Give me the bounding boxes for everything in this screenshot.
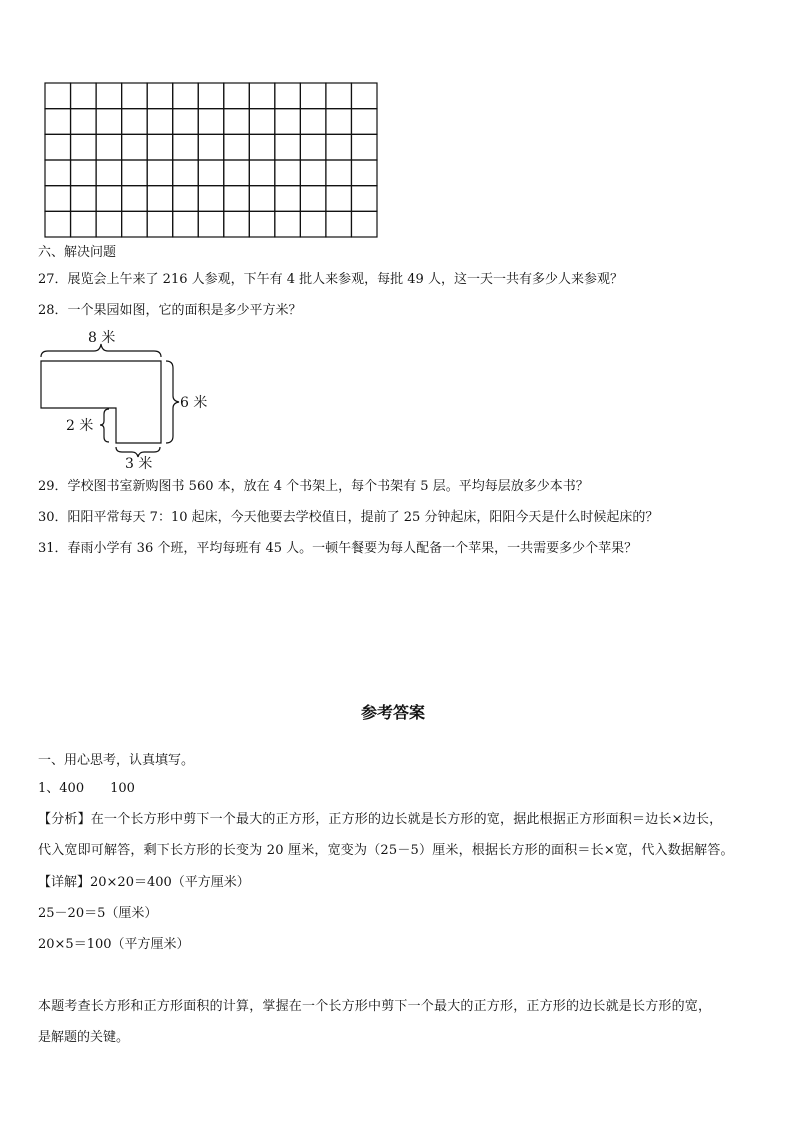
- grid-cell: [198, 109, 224, 135]
- question-27: 27．展览会上午来了 216 人参观，下午有 4 批人来参观，每批 49 人，这一天一共有多少人来参观？: [38, 272, 623, 287]
- grid-cell: [96, 109, 122, 135]
- bottom-label: 3 米: [125, 456, 153, 472]
- answers-title: 参考答案: [361, 703, 426, 722]
- top-label: 8 米: [88, 330, 116, 346]
- grid-cell: [300, 160, 326, 186]
- grid-cell: [351, 83, 377, 109]
- grid-cell: [224, 109, 250, 135]
- grid-cell: [173, 186, 199, 212]
- grid-cell: [326, 186, 352, 212]
- grid-cell: [71, 211, 97, 237]
- grid-cell: [300, 211, 326, 237]
- grid-cell: [96, 83, 122, 109]
- question-28: 28．一个果园如图，它的面积是多少平方米？: [38, 303, 302, 318]
- grid-cell: [326, 211, 352, 237]
- grid-cell: [45, 186, 71, 212]
- grid-cell: [326, 109, 352, 135]
- grid-cell: [122, 134, 148, 160]
- grid-cell: [198, 160, 224, 186]
- grid-cell: [147, 134, 173, 160]
- grid-cell: [249, 160, 275, 186]
- grid-cell: [351, 186, 377, 212]
- grid-cell: [326, 83, 352, 109]
- grid-cell: [275, 211, 301, 237]
- grid-cell: [249, 186, 275, 212]
- grid-cell: [96, 134, 122, 160]
- detail-line-3: 20×5＝100（平方厘米）: [38, 937, 190, 952]
- practice-grid: [44, 82, 378, 238]
- grid-cell: [96, 211, 122, 237]
- grid-cell: [122, 83, 148, 109]
- grid-cell: [122, 109, 148, 135]
- grid-cell: [122, 186, 148, 212]
- grid-cell: [71, 83, 97, 109]
- grid-cell: [45, 109, 71, 135]
- orchard-shape: [41, 361, 161, 443]
- grid-cell: [351, 109, 377, 135]
- grid-cell: [249, 211, 275, 237]
- grid-cell: [147, 211, 173, 237]
- grid-cell: [45, 83, 71, 109]
- grid-cell: [351, 134, 377, 160]
- summary-line-2: 是解题的关键。: [38, 1030, 130, 1045]
- grid-cell: [96, 160, 122, 186]
- answer-item-1: 1、400 100: [38, 781, 135, 796]
- grid-cell: [249, 83, 275, 109]
- summary-line-1: 本题考查长方形和正方形面积的计算，掌握在一个长方形中剪下一个最大的正方形，正方形的边长就是长方形的宽，: [38, 999, 712, 1014]
- grid-cell: [71, 186, 97, 212]
- grid-cell: [224, 211, 250, 237]
- grid-cell: [275, 186, 301, 212]
- grid-cell: [224, 134, 250, 160]
- question-31: 31．春雨小学有 36 个班，平均每班有 45 人。一顿午餐要为每人配备一个苹果，一共需要多少个苹果？: [38, 541, 638, 556]
- grid-cell: [300, 83, 326, 109]
- grid-cell: [173, 109, 199, 135]
- grid-cell: [71, 109, 97, 135]
- grid-cell: [71, 160, 97, 186]
- question-30: 30．阳阳平常每天 7：10 起床，今天他要去学校值日，提前了 25 分钟起床，阳阳今天是什么时候起床的？: [38, 510, 659, 525]
- section-6-heading: 六、解决问题: [38, 245, 117, 260]
- grid-cell: [45, 134, 71, 160]
- grid-cell: [96, 186, 122, 212]
- grid-cell: [275, 134, 301, 160]
- grid-cell: [173, 211, 199, 237]
- grid-cell: [249, 134, 275, 160]
- question-29: 29．学校图书室新购图书 560 本，放在 4 个书架上，每个书架有 5 层。平均每层放多少本书？: [38, 479, 589, 494]
- grid-cell: [249, 109, 275, 135]
- right-label: 6 米: [180, 395, 208, 411]
- grid-cell: [224, 160, 250, 186]
- grid-cell: [224, 83, 250, 109]
- grid-cell: [275, 83, 301, 109]
- grid-cell: [45, 211, 71, 237]
- grid-cell: [275, 160, 301, 186]
- grid-cell: [122, 211, 148, 237]
- grid-cell: [147, 83, 173, 109]
- grid-cell: [198, 211, 224, 237]
- notch-label: 2 米: [66, 418, 94, 434]
- orchard-figure: [36, 327, 226, 473]
- grid-cell: [198, 186, 224, 212]
- grid-cell: [198, 134, 224, 160]
- grid-cell: [173, 83, 199, 109]
- grid-cell: [300, 109, 326, 135]
- grid-cell: [300, 186, 326, 212]
- grid-cell: [300, 134, 326, 160]
- analysis-line-2: 代入宽即可解答，剩下长方形的长变为 20 厘米，宽变为（25－5）厘米，根据长方形的面积＝长×宽，代入数据解答。: [38, 843, 734, 858]
- analysis-line-1: 【分析】在一个长方形中剪下一个最大的正方形，正方形的边长就是长方形的宽，据此根据正方形面积＝边长×边长，: [38, 812, 723, 827]
- grid-cell: [351, 211, 377, 237]
- notch-brace: [100, 409, 109, 442]
- grid-cell: [275, 109, 301, 135]
- grid-cell: [71, 134, 97, 160]
- grid-cell: [45, 160, 71, 186]
- detail-line-1: 【详解】20×20＝400（平方厘米）: [38, 875, 250, 890]
- grid-cell: [326, 134, 352, 160]
- right-brace: [166, 361, 179, 443]
- grid-cell: [351, 160, 377, 186]
- grid-cell: [173, 160, 199, 186]
- grid-cell: [198, 83, 224, 109]
- grid-cell: [147, 109, 173, 135]
- grid-cell: [326, 160, 352, 186]
- grid-cell: [147, 160, 173, 186]
- grid-cell: [224, 186, 250, 212]
- part-1-heading: 一、用心思考，认真填写。: [38, 753, 195, 768]
- grid-cell: [147, 186, 173, 212]
- detail-line-2: 25－20＝5（厘米）: [38, 906, 158, 921]
- grid-cell: [122, 160, 148, 186]
- grid-cell: [173, 134, 199, 160]
